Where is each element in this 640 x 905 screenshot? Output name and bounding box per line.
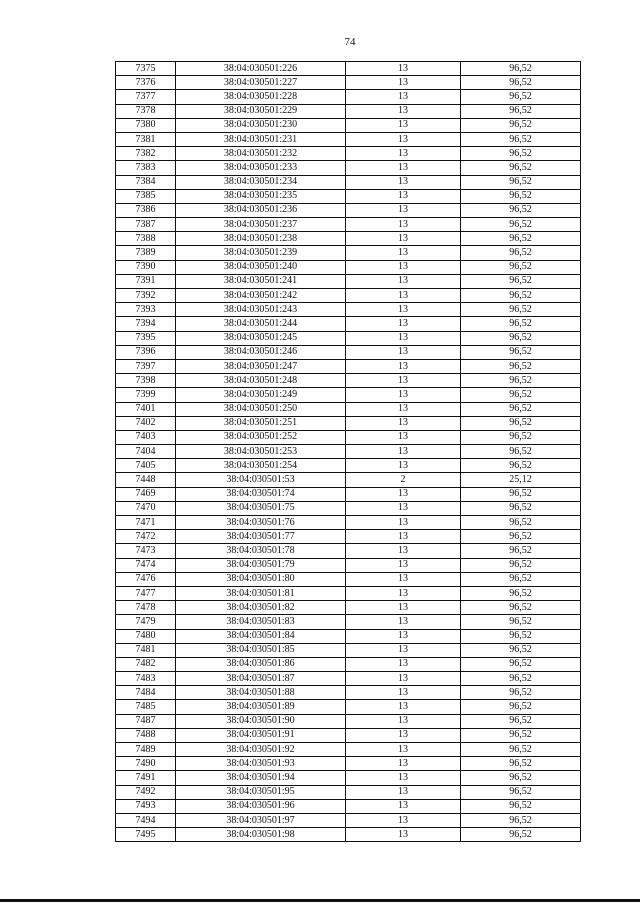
area-cell: 96,52	[461, 62, 581, 76]
quantity-cell: 13	[346, 388, 461, 402]
quantity-cell: 2	[346, 473, 461, 487]
quantity-cell: 13	[346, 672, 461, 686]
row-number-cell: 7405	[116, 459, 176, 473]
area-cell: 96,52	[461, 203, 581, 217]
area-cell: 96,52	[461, 686, 581, 700]
parcel-table	[115, 61, 581, 842]
area-cell: 96,52	[461, 445, 581, 459]
area-cell: 96,52	[461, 189, 581, 203]
row-number-cell: 7487	[116, 714, 176, 728]
row-number-cell: 7387	[116, 218, 176, 232]
table-row	[116, 189, 581, 203]
quantity-cell: 13	[346, 402, 461, 416]
cadastral-number-cell: 38:04:030501:238	[176, 232, 346, 246]
cadastral-number-cell: 38:04:030501:86	[176, 657, 346, 671]
area-cell: 96,52	[461, 331, 581, 345]
row-number-cell: 7493	[116, 799, 176, 813]
row-number-cell: 7481	[116, 643, 176, 657]
table-row	[116, 828, 581, 842]
table-row	[116, 813, 581, 827]
cadastral-number-cell: 38:04:030501:78	[176, 544, 346, 558]
quantity-cell: 13	[346, 743, 461, 757]
quantity-cell: 13	[346, 203, 461, 217]
row-number-cell: 7395	[116, 331, 176, 345]
table-row	[116, 90, 581, 104]
row-number-cell: 7404	[116, 445, 176, 459]
quantity-cell: 13	[346, 104, 461, 118]
quantity-cell: 13	[346, 544, 461, 558]
row-number-cell: 7484	[116, 686, 176, 700]
area-cell: 96,52	[461, 374, 581, 388]
row-number-cell: 7402	[116, 416, 176, 430]
area-cell: 96,52	[461, 345, 581, 359]
row-number-cell: 7378	[116, 104, 176, 118]
table-row	[116, 686, 581, 700]
table-row	[116, 104, 581, 118]
area-cell: 96,52	[461, 303, 581, 317]
area-cell: 96,52	[461, 558, 581, 572]
row-number-cell: 7492	[116, 785, 176, 799]
page-number: 74	[344, 36, 356, 48]
area-cell: 96,52	[461, 743, 581, 757]
table-row	[116, 402, 581, 416]
cadastral-number-cell: 38:04:030501:239	[176, 246, 346, 260]
area-cell: 96,52	[461, 416, 581, 430]
cadastral-number-cell: 38:04:030501:226	[176, 62, 346, 76]
row-number-cell: 7386	[116, 203, 176, 217]
quantity-cell: 13	[346, 643, 461, 657]
row-number-cell: 7380	[116, 118, 176, 132]
area-cell: 96,52	[461, 672, 581, 686]
quantity-cell: 13	[346, 728, 461, 742]
quantity-cell: 13	[346, 530, 461, 544]
quantity-cell: 13	[346, 813, 461, 827]
area-cell: 96,52	[461, 629, 581, 643]
cadastral-number-cell: 38:04:030501:90	[176, 714, 346, 728]
area-cell: 96,52	[461, 487, 581, 501]
area-cell: 96,52	[461, 615, 581, 629]
row-number-cell: 7403	[116, 430, 176, 444]
row-number-cell: 7388	[116, 232, 176, 246]
row-number-cell: 7393	[116, 303, 176, 317]
cadastral-number-cell: 38:04:030501:227	[176, 76, 346, 90]
cadastral-number-cell: 38:04:030501:84	[176, 629, 346, 643]
cadastral-number-cell: 38:04:030501:244	[176, 317, 346, 331]
area-cell: 96,52	[461, 714, 581, 728]
area-cell: 96,52	[461, 104, 581, 118]
table-row	[116, 473, 581, 487]
row-number-cell: 7476	[116, 572, 176, 586]
row-number-cell: 7490	[116, 757, 176, 771]
cadastral-number-cell: 38:04:030501:83	[176, 615, 346, 629]
cadastral-number-cell: 38:04:030501:93	[176, 757, 346, 771]
cadastral-number-cell: 38:04:030501:97	[176, 813, 346, 827]
area-cell: 96,52	[461, 274, 581, 288]
cadastral-number-cell: 38:04:030501:251	[176, 416, 346, 430]
quantity-cell: 13	[346, 317, 461, 331]
area-cell: 96,52	[461, 586, 581, 600]
table-row	[116, 274, 581, 288]
cadastral-number-cell: 38:04:030501:92	[176, 743, 346, 757]
quantity-cell: 13	[346, 558, 461, 572]
quantity-cell: 13	[346, 771, 461, 785]
cadastral-number-cell: 38:04:030501:96	[176, 799, 346, 813]
quantity-cell: 13	[346, 657, 461, 671]
quantity-cell: 13	[346, 161, 461, 175]
row-number-cell: 7480	[116, 629, 176, 643]
quantity-cell: 13	[346, 260, 461, 274]
cadastral-number-cell: 38:04:030501:98	[176, 828, 346, 842]
cadastral-number-cell: 38:04:030501:235	[176, 189, 346, 203]
row-number-cell: 7482	[116, 657, 176, 671]
quantity-cell: 13	[346, 516, 461, 530]
quantity-cell: 13	[346, 487, 461, 501]
cadastral-number-cell: 38:04:030501:94	[176, 771, 346, 785]
table-row	[116, 218, 581, 232]
area-cell: 96,52	[461, 657, 581, 671]
quantity-cell: 13	[346, 416, 461, 430]
area-cell: 96,52	[461, 516, 581, 530]
quantity-cell: 13	[346, 359, 461, 373]
table-row	[116, 572, 581, 586]
quantity-cell: 13	[346, 118, 461, 132]
row-number-cell: 7391	[116, 274, 176, 288]
cadastral-number-cell: 38:04:030501:87	[176, 672, 346, 686]
quantity-cell: 13	[346, 246, 461, 260]
table-row	[116, 544, 581, 558]
quantity-cell: 13	[346, 218, 461, 232]
cadastral-number-cell: 38:04:030501:243	[176, 303, 346, 317]
area-cell: 96,52	[461, 501, 581, 515]
cadastral-number-cell: 38:04:030501:75	[176, 501, 346, 515]
table-row	[116, 289, 581, 303]
row-number-cell: 7396	[116, 345, 176, 359]
table-row	[116, 76, 581, 90]
cadastral-number-cell: 38:04:030501:231	[176, 132, 346, 146]
row-number-cell: 7390	[116, 260, 176, 274]
table-row	[116, 459, 581, 473]
row-number-cell: 7470	[116, 501, 176, 515]
table-row	[116, 743, 581, 757]
cadastral-number-cell: 38:04:030501:81	[176, 586, 346, 600]
row-number-cell: 7375	[116, 62, 176, 76]
table-row	[116, 147, 581, 161]
row-number-cell: 7385	[116, 189, 176, 203]
table-row	[116, 629, 581, 643]
area-cell: 96,52	[461, 359, 581, 373]
area-cell: 96,52	[461, 90, 581, 104]
area-cell: 25,12	[461, 473, 581, 487]
quantity-cell: 13	[346, 289, 461, 303]
area-cell: 96,52	[461, 147, 581, 161]
area-cell: 96,52	[461, 785, 581, 799]
quantity-cell: 13	[346, 175, 461, 189]
cadastral-number-cell: 38:04:030501:236	[176, 203, 346, 217]
cadastral-number-cell: 38:04:030501:229	[176, 104, 346, 118]
quantity-cell: 13	[346, 345, 461, 359]
cadastral-number-cell: 38:04:030501:85	[176, 643, 346, 657]
quantity-cell: 13	[346, 331, 461, 345]
quantity-cell: 13	[346, 785, 461, 799]
table-row	[116, 388, 581, 402]
row-number-cell: 7485	[116, 700, 176, 714]
quantity-cell: 13	[346, 274, 461, 288]
table-row	[116, 672, 581, 686]
table-row	[116, 260, 581, 274]
cadastral-number-cell: 38:04:030501:95	[176, 785, 346, 799]
row-number-cell: 7483	[116, 672, 176, 686]
quantity-cell: 13	[346, 62, 461, 76]
row-number-cell: 7474	[116, 558, 176, 572]
cadastral-number-cell: 38:04:030501:253	[176, 445, 346, 459]
area-cell: 96,52	[461, 289, 581, 303]
table-row	[116, 714, 581, 728]
quantity-cell: 13	[346, 615, 461, 629]
table-row	[116, 345, 581, 359]
quantity-cell: 13	[346, 686, 461, 700]
area-cell: 96,52	[461, 544, 581, 558]
row-number-cell: 7399	[116, 388, 176, 402]
table-row	[116, 203, 581, 217]
row-number-cell: 7394	[116, 317, 176, 331]
cadastral-number-cell: 38:04:030501:237	[176, 218, 346, 232]
area-cell: 96,52	[461, 246, 581, 260]
table-row	[116, 728, 581, 742]
cadastral-number-cell: 38:04:030501:232	[176, 147, 346, 161]
row-number-cell: 7401	[116, 402, 176, 416]
table-row	[116, 416, 581, 430]
area-cell: 96,52	[461, 402, 581, 416]
table-row	[116, 530, 581, 544]
cadastral-number-cell: 38:04:030501:254	[176, 459, 346, 473]
row-number-cell: 7477	[116, 586, 176, 600]
quantity-cell: 13	[346, 132, 461, 146]
table-row	[116, 586, 581, 600]
table-row	[116, 246, 581, 260]
area-cell: 96,52	[461, 643, 581, 657]
quantity-cell: 13	[346, 714, 461, 728]
cadastral-number-cell: 38:04:030501:242	[176, 289, 346, 303]
cadastral-number-cell: 38:04:030501:76	[176, 516, 346, 530]
quantity-cell: 13	[346, 430, 461, 444]
cadastral-number-cell: 38:04:030501:88	[176, 686, 346, 700]
quantity-cell: 13	[346, 90, 461, 104]
area-cell: 96,52	[461, 161, 581, 175]
quantity-cell: 13	[346, 303, 461, 317]
quantity-cell: 13	[346, 232, 461, 246]
table-row	[116, 331, 581, 345]
area-cell: 96,52	[461, 799, 581, 813]
table-row	[116, 445, 581, 459]
quantity-cell: 13	[346, 459, 461, 473]
cadastral-number-cell: 38:04:030501:80	[176, 572, 346, 586]
row-number-cell: 7383	[116, 161, 176, 175]
row-number-cell: 7392	[116, 289, 176, 303]
table-body	[116, 62, 581, 842]
cadastral-number-cell: 38:04:030501:248	[176, 374, 346, 388]
row-number-cell: 7381	[116, 132, 176, 146]
row-number-cell: 7469	[116, 487, 176, 501]
cadastral-number-cell: 38:04:030501:74	[176, 487, 346, 501]
quantity-cell: 13	[346, 629, 461, 643]
area-cell: 96,52	[461, 388, 581, 402]
cadastral-number-cell: 38:04:030501:247	[176, 359, 346, 373]
area-cell: 96,52	[461, 317, 581, 331]
area-cell: 96,52	[461, 76, 581, 90]
quantity-cell: 13	[346, 445, 461, 459]
area-cell: 96,52	[461, 232, 581, 246]
cadastral-number-cell: 38:04:030501:228	[176, 90, 346, 104]
row-number-cell: 7471	[116, 516, 176, 530]
quantity-cell: 13	[346, 572, 461, 586]
table-row	[116, 501, 581, 515]
area-cell: 96,52	[461, 601, 581, 615]
quantity-cell: 13	[346, 586, 461, 600]
cadastral-number-cell: 38:04:030501:252	[176, 430, 346, 444]
table-row	[116, 558, 581, 572]
cadastral-number-cell: 38:04:030501:246	[176, 345, 346, 359]
quantity-cell: 13	[346, 757, 461, 771]
cadastral-number-cell: 38:04:030501:230	[176, 118, 346, 132]
row-number-cell: 7491	[116, 771, 176, 785]
quantity-cell: 13	[346, 147, 461, 161]
row-number-cell: 7478	[116, 601, 176, 615]
quantity-cell: 13	[346, 76, 461, 90]
cadastral-number-cell: 38:04:030501:91	[176, 728, 346, 742]
table-row	[116, 700, 581, 714]
table-row	[116, 62, 581, 76]
cadastral-number-cell: 38:04:030501:245	[176, 331, 346, 345]
table-row	[116, 161, 581, 175]
table-row	[116, 232, 581, 246]
quantity-cell: 13	[346, 828, 461, 842]
quantity-cell: 13	[346, 799, 461, 813]
page-bottom-rule	[0, 899, 640, 902]
cadastral-number-cell: 38:04:030501:89	[176, 700, 346, 714]
table-row	[116, 374, 581, 388]
table-row	[116, 487, 581, 501]
table-row	[116, 771, 581, 785]
cadastral-number-cell: 38:04:030501:240	[176, 260, 346, 274]
table-row	[116, 643, 581, 657]
row-number-cell: 7472	[116, 530, 176, 544]
quantity-cell: 13	[346, 501, 461, 515]
row-number-cell: 7382	[116, 147, 176, 161]
table-row	[116, 785, 581, 799]
cadastral-number-cell: 38:04:030501:53	[176, 473, 346, 487]
table-row	[116, 175, 581, 189]
area-cell: 96,52	[461, 118, 581, 132]
table-row	[116, 303, 581, 317]
row-number-cell: 7384	[116, 175, 176, 189]
area-cell: 96,52	[461, 459, 581, 473]
row-number-cell: 7479	[116, 615, 176, 629]
row-number-cell: 7489	[116, 743, 176, 757]
area-cell: 96,52	[461, 757, 581, 771]
cadastral-number-cell: 38:04:030501:77	[176, 530, 346, 544]
cadastral-number-cell: 38:04:030501:82	[176, 601, 346, 615]
table-row	[116, 799, 581, 813]
row-number-cell: 7376	[116, 76, 176, 90]
table-row	[116, 430, 581, 444]
cadastral-number-cell: 38:04:030501:241	[176, 274, 346, 288]
area-cell: 96,52	[461, 700, 581, 714]
area-cell: 96,52	[461, 530, 581, 544]
area-cell: 96,52	[461, 771, 581, 785]
row-number-cell: 7389	[116, 246, 176, 260]
cadastral-number-cell: 38:04:030501:233	[176, 161, 346, 175]
area-cell: 96,52	[461, 260, 581, 274]
row-number-cell: 7448	[116, 473, 176, 487]
table-row	[116, 657, 581, 671]
area-cell: 96,52	[461, 728, 581, 742]
table-row	[116, 601, 581, 615]
cadastral-number-cell: 38:04:030501:79	[176, 558, 346, 572]
quantity-cell: 13	[346, 189, 461, 203]
area-cell: 96,52	[461, 430, 581, 444]
area-cell: 96,52	[461, 572, 581, 586]
quantity-cell: 13	[346, 601, 461, 615]
table-row	[116, 359, 581, 373]
row-number-cell: 7495	[116, 828, 176, 842]
row-number-cell: 7473	[116, 544, 176, 558]
quantity-cell: 13	[346, 700, 461, 714]
row-number-cell: 7397	[116, 359, 176, 373]
area-cell: 96,52	[461, 175, 581, 189]
table-row	[116, 118, 581, 132]
area-cell: 96,52	[461, 828, 581, 842]
cadastral-number-cell: 38:04:030501:250	[176, 402, 346, 416]
area-cell: 96,52	[461, 132, 581, 146]
row-number-cell: 7398	[116, 374, 176, 388]
table-row	[116, 516, 581, 530]
row-number-cell: 7494	[116, 813, 176, 827]
quantity-cell: 13	[346, 374, 461, 388]
table-row	[116, 615, 581, 629]
table-row	[116, 132, 581, 146]
table-row	[116, 757, 581, 771]
row-number-cell: 7377	[116, 90, 176, 104]
row-number-cell: 7488	[116, 728, 176, 742]
area-cell: 96,52	[461, 813, 581, 827]
area-cell: 96,52	[461, 218, 581, 232]
cadastral-number-cell: 38:04:030501:234	[176, 175, 346, 189]
cadastral-number-cell: 38:04:030501:249	[176, 388, 346, 402]
table-row	[116, 317, 581, 331]
